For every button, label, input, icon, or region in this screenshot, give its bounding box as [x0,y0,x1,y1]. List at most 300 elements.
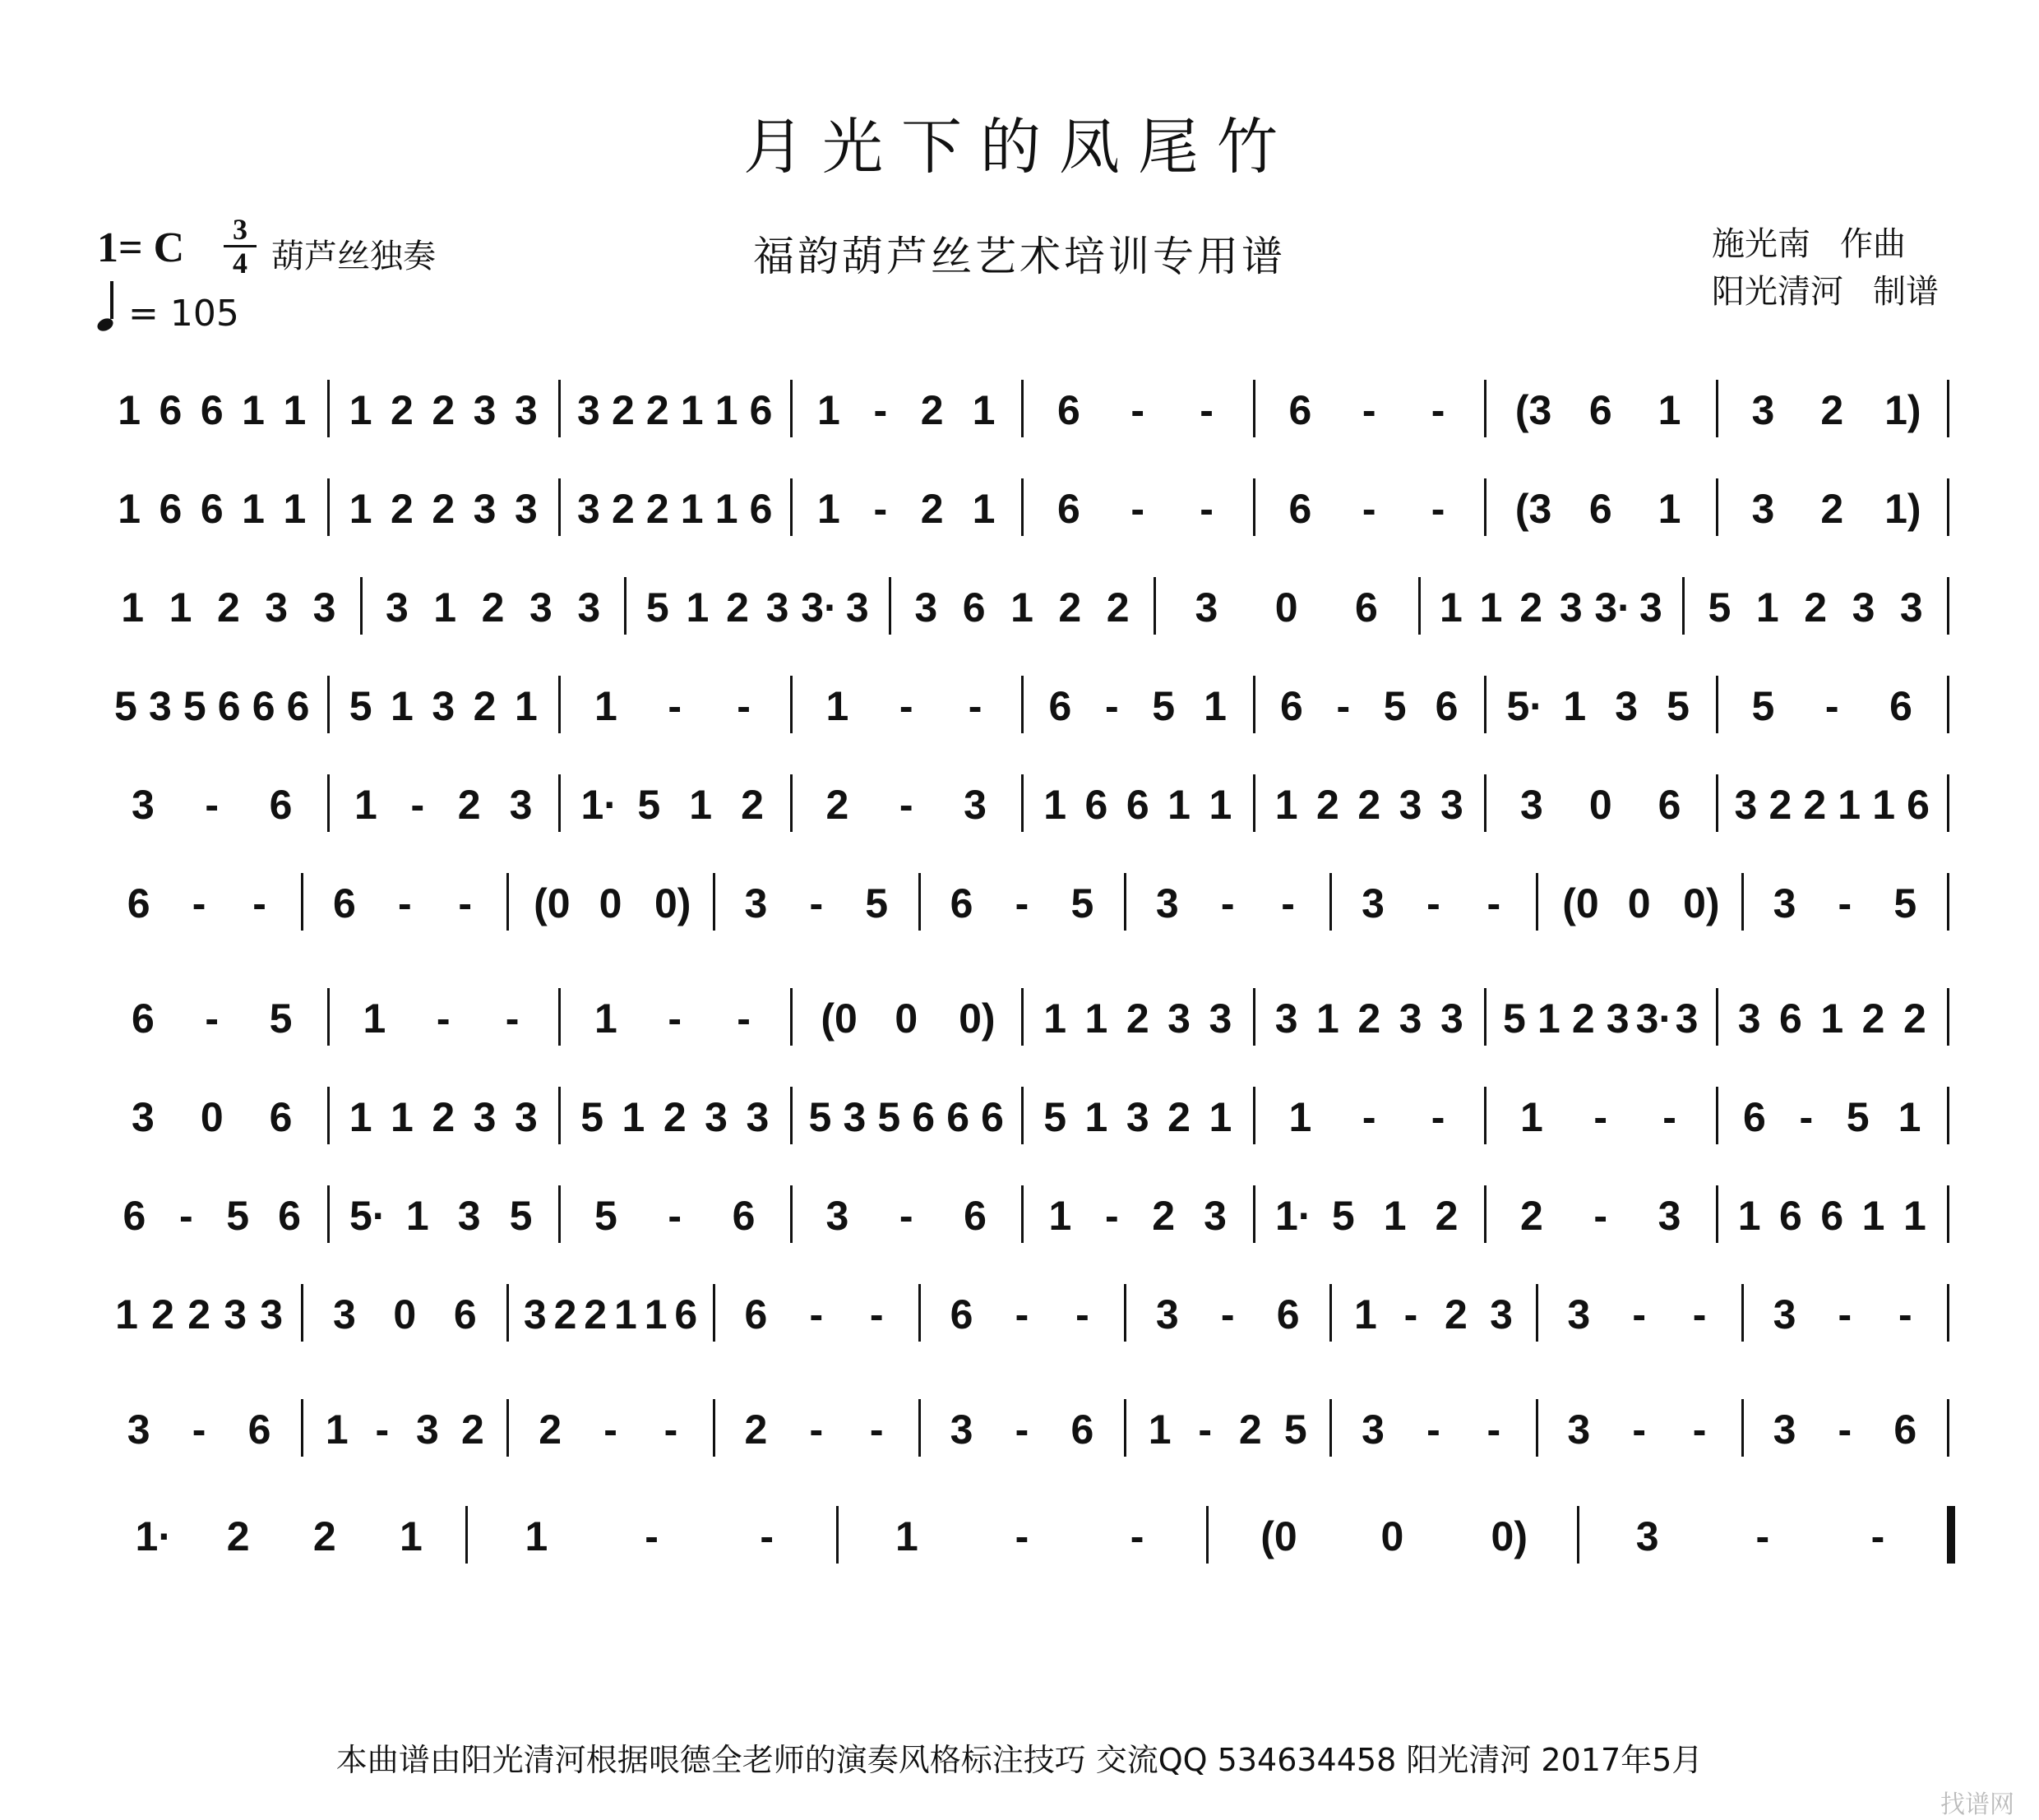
note: 5 [1667,683,1690,729]
note: 0 [1380,1513,1404,1559]
measure [97,362,329,452]
note: 2 [1106,584,1130,631]
note: - [809,1407,824,1453]
note: 6 [1057,387,1080,433]
note: 1 [1084,1094,1108,1140]
note: - [205,782,220,828]
measure [1331,1381,1537,1471]
note: - [737,683,751,729]
note: 3 [1751,387,1775,433]
note: 3 [473,486,497,532]
measure [1255,1069,1486,1159]
note: 5 [1893,880,1917,926]
note: 1 [391,1094,414,1140]
measure [1743,1266,1949,1356]
note: 3 [432,683,455,729]
note: 6 [1893,1407,1917,1453]
note: 3 [1195,584,1218,631]
note: 1 [613,1291,637,1337]
note: 6 [217,683,241,729]
note: 3 [260,1291,284,1337]
barline [1947,380,1949,437]
barline [1947,873,1949,931]
note: - [1426,880,1440,926]
measure [1331,1266,1537,1356]
note: 5 [183,683,206,729]
note: 3 [1155,880,1179,926]
score-row [97,658,1947,748]
note: 3 [473,1094,497,1140]
note: 6 [269,782,293,828]
note: 3 [577,584,601,631]
note: 6 [252,683,275,729]
measure [1537,1266,1743,1356]
note: 3 [1155,1291,1179,1337]
note: (3 [1514,387,1552,433]
note: - [192,880,206,926]
measure [97,1167,329,1258]
note: 3 [1734,782,1758,828]
note: 6 [950,880,973,926]
measure [1486,460,1718,551]
note: 1· [135,1513,173,1559]
note: - [1431,387,1445,433]
note: 1 [714,486,738,532]
note: 3 [705,1094,728,1140]
note: 2 [1820,387,1844,433]
note: 2 [1820,486,1844,532]
note: 6 [1820,1193,1844,1239]
measure [329,1069,561,1159]
note: 1 [594,683,617,729]
note: 1 [680,486,704,532]
note: 1 [405,1193,429,1239]
note: 1 [1383,1193,1407,1239]
note: 3 [964,782,987,828]
measure [1126,855,1331,945]
note: 2 [1520,1193,1543,1239]
watermark: 找谱网 [1940,1790,2014,1819]
note: 5· [1506,683,1543,729]
note: 3 [473,387,497,433]
note: 2 [645,387,669,433]
note: - [809,880,824,926]
note: 5 [637,782,661,828]
barline [1947,478,1949,536]
note: - [873,486,888,532]
measure [560,1167,792,1258]
note: 6 [964,1193,987,1239]
note: 1 [1043,782,1067,828]
score-row [97,362,1947,452]
note: 1 [1209,1094,1232,1140]
note: 2 [1058,584,1082,631]
note: - [899,683,913,729]
note: 1 [115,1291,138,1337]
note: 2 [663,1094,687,1140]
note: 6 [981,1094,1004,1140]
note: - [1486,880,1501,926]
note: 1 [644,1291,668,1337]
note: 6 [749,486,773,532]
note: 1 [1288,1094,1312,1140]
measure [560,756,792,847]
note: 5 [877,1094,901,1140]
note: 2 [611,486,635,532]
note: - [760,1513,774,1559]
measure [714,1381,920,1471]
note: - [1198,1407,1213,1453]
note: 3 [825,1193,849,1239]
note: 1 [1658,486,1681,532]
note: 0) [654,880,691,926]
note: 3 [1440,782,1463,828]
note: - [410,782,425,828]
note: - [1130,486,1145,532]
barline [1947,1185,1949,1243]
measure [508,1381,714,1471]
note: 3 [845,584,869,631]
measure [920,855,1126,945]
note: 6 [962,584,986,631]
measure [1743,855,1949,945]
measure [329,658,561,748]
note: 3 [1773,880,1796,926]
meter-top: 3 [233,213,247,246]
note: 1 [354,782,377,828]
note: 6 [1057,486,1080,532]
measure [329,970,561,1060]
tempo-value: = 105 [128,293,239,335]
measure [329,460,561,551]
note: 3 [1520,782,1543,828]
note: 6 [1743,1094,1766,1140]
note: 3 [843,1094,867,1140]
measure [1718,1167,1949,1258]
note: - [869,1407,884,1453]
note: (0 [1562,880,1599,926]
note: 0 [895,995,918,1042]
measure [714,1266,920,1356]
note: 6 [946,1094,970,1140]
note: 5 [1503,995,1526,1042]
measure [792,658,1024,748]
note: 0) [1683,880,1720,926]
measure [920,1266,1126,1356]
score-row [97,1069,1947,1159]
note: - [1200,387,1214,433]
note: 1 [825,683,849,729]
note: 5 [580,1094,604,1140]
note: 3 [224,1291,247,1337]
note: 6 [278,1193,301,1239]
note: 2 [1571,995,1595,1042]
note: 6 [247,1407,271,1453]
note: - [1838,1291,1852,1337]
note: - [1015,880,1029,926]
note: 2 [1167,1094,1191,1140]
measure [97,1488,467,1578]
measure [1718,362,1949,452]
note: 1 [594,995,617,1042]
measure [97,1381,303,1471]
note: 2 [226,1513,250,1559]
score-row [97,756,1947,847]
note: 5 [808,1094,832,1140]
note: 2 [1519,584,1543,631]
note: 1 [972,387,996,433]
note: 1· [1274,1193,1312,1239]
note: 1 [1204,683,1227,729]
measure [560,460,792,551]
barline [1947,1087,1949,1144]
measure [1579,1488,1949,1578]
note: 1 [817,387,840,433]
key-signature: 1= C [97,224,185,271]
note: 2 [187,1291,211,1337]
note: 1 [399,1513,423,1559]
score-title: 月光下的凤尾竹 [743,112,1296,182]
note: 1 [1563,683,1587,729]
score-row [97,970,1947,1060]
note: 6 [123,1193,146,1239]
note: 3 [1274,995,1298,1042]
measure [329,362,561,452]
measure [1255,658,1486,748]
note: 1 [1274,782,1298,828]
note: 3 [1167,995,1191,1042]
note: - [1486,1407,1501,1453]
measure [1023,970,1255,1060]
note: - [1662,1094,1676,1140]
measure [1023,460,1255,551]
note: 3 [746,1094,770,1140]
note: 6 [1779,995,1802,1042]
note: 1 [169,584,192,631]
note: - [178,1193,193,1239]
measure [362,559,626,649]
note: 0 [1588,782,1612,828]
note: 2 [539,1407,562,1453]
note: - [1130,1513,1144,1559]
measure [97,559,362,649]
note: 6 [1048,683,1072,729]
note: 3 [765,584,789,631]
note: 6 [1288,387,1312,433]
measure [1718,460,1949,551]
note: 3 [415,1407,439,1453]
note: 5 [1043,1094,1067,1140]
note: 3 [914,584,938,631]
note: (3 [1514,486,1552,532]
note: 3 [1737,995,1761,1042]
arranger-row [1712,268,1939,316]
note: 1 [686,584,710,631]
note: 1 [1861,1193,1885,1239]
note: - [1075,1291,1089,1337]
note: (0 [821,995,858,1042]
note: 1 [972,486,996,532]
measure [1743,1381,1949,1471]
note: 1· [580,782,617,828]
note: 3 [950,1407,973,1453]
note: 5 [1283,1407,1307,1453]
note: 6 [1889,683,1912,729]
measure [1126,1266,1331,1356]
note: 3· [801,584,838,631]
measure [1255,970,1486,1060]
note: 3 [385,584,409,631]
note: - [1824,683,1839,729]
note: 1 [622,1094,645,1140]
time-signature [224,215,257,277]
measure [1684,559,1949,649]
note: 1 [363,995,386,1042]
score-row [97,460,1947,551]
note: 6 [1126,782,1149,828]
note: 1 [1520,1094,1543,1140]
measure [1486,658,1718,748]
note: 6 [912,1094,936,1140]
note: 3 [1615,683,1639,729]
note: 3 [312,584,336,631]
note: 0) [1491,1513,1528,1559]
note: - [458,880,473,926]
note: - [398,880,412,926]
note: 5 [1383,683,1407,729]
measure [560,658,792,748]
note: 0 [1274,584,1298,631]
note: 1 [1838,782,1861,828]
note: - [1015,1291,1029,1337]
measure [560,1069,792,1159]
note: - [1838,880,1852,926]
note: 1 [349,387,372,433]
note: 1 [525,1513,548,1559]
note: 2 [920,387,944,433]
note: 3 [523,1291,547,1337]
score-row [97,855,1947,945]
note: 1 [689,782,713,828]
note: 3 [127,1407,150,1453]
note: - [1799,1094,1814,1140]
arranger-name: 阳光清河 [1712,273,1843,311]
note: - [1593,1193,1608,1239]
barline [1947,1506,1955,1564]
note: 5 [594,1193,617,1239]
note: 1 [121,584,145,631]
note: 2 [481,584,505,631]
meter-bottom: 4 [233,247,247,279]
note: 1 [680,387,704,433]
note: - [663,1407,678,1453]
note: - [668,1193,682,1239]
note: 2 [1357,782,1381,828]
measure [1255,460,1486,551]
note: - [737,995,751,1042]
note: - [1104,683,1119,729]
measure [1486,1069,1718,1159]
note: 3 [1362,1407,1385,1453]
composer-name: 施光南 [1712,225,1810,263]
note: - [505,995,520,1042]
measure [97,1266,303,1356]
note: 2 [1238,1407,1262,1453]
note: - [1755,1513,1770,1559]
note: 6 [1288,486,1312,532]
note: 3 [1440,995,1463,1042]
note: 1 [1658,387,1681,433]
note: - [1838,1407,1852,1453]
note: 6 [1435,683,1459,729]
score-row [97,1488,1947,1578]
note: 3 [1209,995,1232,1042]
note: 5 [1751,683,1775,729]
note: 2 [1126,995,1149,1042]
measure [303,1266,508,1356]
note: 1 [1755,584,1779,631]
measure [626,559,890,649]
barline [1947,1399,1949,1457]
footer-note: 本曲谱由阳光清河根据哏德全老师的演奏风格标注技巧 交流QQ 534634458 阳光清河 2017年5月 [335,1742,1704,1778]
note: 6 [453,1291,477,1337]
measure [1486,362,1718,452]
note: 2 [553,1291,577,1337]
measure [1718,658,1949,748]
note: 3 [1675,995,1699,1042]
measure [920,1381,1126,1471]
note: 1 [1043,995,1067,1042]
note: 3· [1594,584,1631,631]
note: 6 [1588,387,1612,433]
note: 1 [1439,584,1463,631]
note: 2 [1803,782,1827,828]
note: 2 [391,387,414,433]
note: 2 [726,584,749,631]
note: 3 [1362,880,1385,926]
note: - [968,683,983,729]
note: - [668,683,682,729]
measure [1537,1381,1743,1471]
note: 3 [514,1094,538,1140]
measure [1155,559,1420,649]
note: 5 [509,1193,533,1239]
measure [329,756,561,847]
note: 2 [1435,1193,1459,1239]
note: 1 [1048,1193,1072,1239]
measure [329,1167,561,1258]
measure [1023,362,1255,452]
note: 3 [1899,584,1923,631]
note: 6 [159,486,183,532]
measure [1023,756,1255,847]
note: 2 [432,1094,455,1140]
note: - [436,995,451,1042]
score-row [97,1266,1947,1356]
note: 5 [1331,1193,1355,1239]
note: 1 [1872,782,1896,828]
note: 6 [744,1291,768,1337]
measure [1255,362,1486,452]
note: 6 [127,880,150,926]
measure [1486,1167,1718,1258]
note: 2 [151,1291,174,1337]
note: - [1870,1513,1885,1559]
note: 2 [1445,1291,1468,1337]
note: 1 [433,584,457,631]
note: 0 [599,880,622,926]
measure [97,658,329,748]
